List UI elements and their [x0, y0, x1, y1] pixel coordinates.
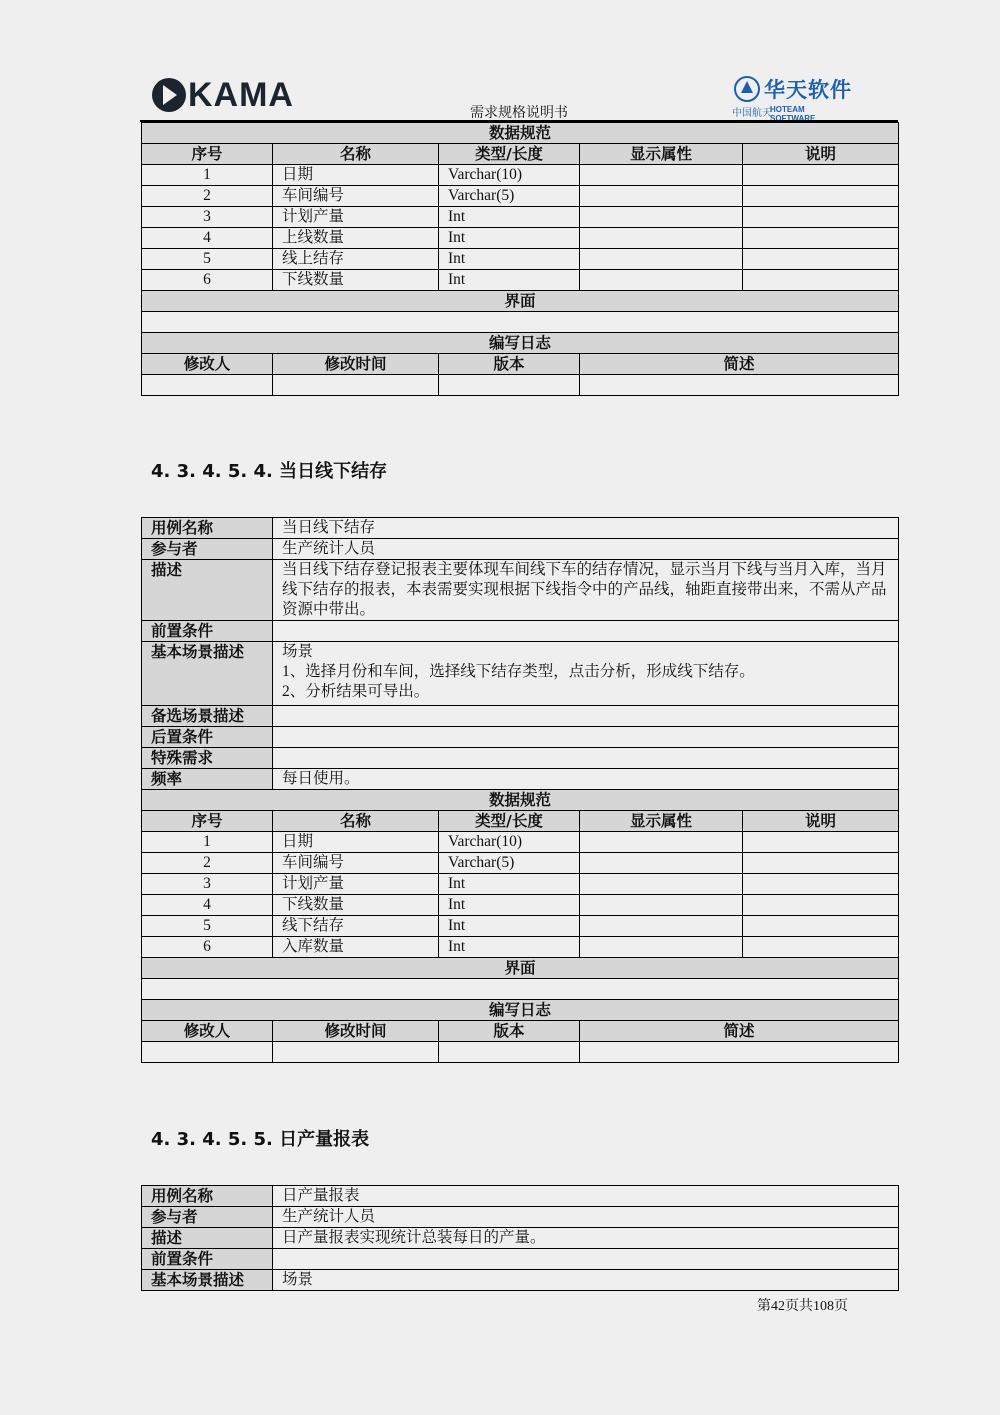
col-editor: 修改人 [142, 354, 273, 375]
cell-type: Varchar(5) [439, 853, 580, 874]
uc-pre-value [273, 1249, 899, 1270]
use-case-table-daily-offline-stock [141, 517, 899, 1063]
cell-note [743, 853, 899, 874]
uc-desc-value: 日产量报表实现统计总装每日的产量。 [273, 1228, 899, 1249]
cell-note [743, 270, 899, 291]
cell-name: 车间编号 [273, 853, 439, 874]
interface-header: 界面 [142, 291, 899, 312]
table-row [142, 228, 899, 249]
cell-name: 线上结存 [273, 249, 439, 270]
col-seq: 序号 [142, 144, 273, 165]
cell-display [580, 937, 743, 958]
page-header [140, 70, 898, 122]
cell-name: 下线数量 [273, 895, 439, 916]
uc-actor-label: 参与者 [142, 539, 273, 560]
interface-header: 界面 [142, 958, 899, 979]
col-display: 显示属性 [580, 811, 743, 832]
cell-summary [580, 375, 899, 396]
cell-name: 上线数量 [273, 228, 439, 249]
cell-display [580, 228, 743, 249]
cell-type: Int [439, 895, 580, 916]
cell-display [580, 916, 743, 937]
col-name: 名称 [273, 811, 439, 832]
col-version: 版本 [439, 354, 580, 375]
uc-desc-label: 描述 [142, 560, 273, 621]
hoteam-logo-icon [734, 76, 760, 102]
data-spec-header: 数据规范 [142, 790, 899, 811]
cell-type: Int [439, 249, 580, 270]
edit-log-columns [142, 1021, 899, 1042]
col-edit-time: 修改时间 [273, 354, 439, 375]
table-row [142, 916, 899, 937]
cell-note [743, 249, 899, 270]
data-spec-header: 数据规范 [142, 123, 899, 144]
table-row [142, 937, 899, 958]
uc-post-label: 后置条件 [142, 727, 273, 748]
cell-display [580, 874, 743, 895]
edit-log-row [142, 1042, 899, 1063]
uc-pre-label: 前置条件 [142, 621, 273, 642]
section-heading-4-3-4-5-5: 4. 3. 4. 5. 5. 日产量报表 [151, 1129, 370, 1150]
cell-summary [580, 1042, 899, 1063]
cell-note [743, 937, 899, 958]
table-row [142, 165, 899, 186]
cell-note [743, 228, 899, 249]
uc-desc-label: 描述 [142, 1228, 273, 1249]
cell-seq: 6 [142, 937, 273, 958]
uc-pre-label: 前置条件 [142, 1249, 273, 1270]
uc-basic-value [273, 642, 899, 706]
uc-basic-label: 基本场景描述 [142, 1270, 273, 1291]
cell-type: Varchar(5) [439, 186, 580, 207]
edit-log-header: 编写日志 [142, 333, 899, 354]
cell-seq: 2 [142, 186, 273, 207]
cell-version [439, 1042, 580, 1063]
cell-note [743, 165, 899, 186]
cell-type: Varchar(10) [439, 832, 580, 853]
edit-log-row [142, 375, 899, 396]
uc-alt-value [273, 706, 899, 727]
col-editor: 修改人 [142, 1021, 273, 1042]
cell-type: Varchar(10) [439, 165, 580, 186]
col-type: 类型/长度 [439, 811, 580, 832]
table-row [142, 249, 899, 270]
data-spec-columns [142, 811, 899, 832]
cell-seq: 6 [142, 270, 273, 291]
data-spec-columns [142, 144, 899, 165]
uc-desc-value: 当日线下结存登记报表主要体现车间线下车的结存情况，显示当月下线与当月入库，当月线下结存的报表，本表需要实现根据下线指令中的产品线，轴距直接带出来，不需从产品资源中带出。 [273, 560, 899, 621]
uc-actor-value: 生产统计人员 [273, 539, 899, 560]
cell-display [580, 249, 743, 270]
uc-pre-value [273, 621, 899, 642]
uc-actor-value: 生产统计人员 [273, 1207, 899, 1228]
table-row [142, 270, 899, 291]
hoteam-logo-text: 华天软件 [764, 78, 852, 102]
edit-log-header: 编写日志 [142, 1000, 899, 1021]
uc-name-value: 当日线下结存 [273, 518, 899, 539]
table-row [142, 832, 899, 853]
cell-display [580, 270, 743, 291]
cell-note [743, 895, 899, 916]
cell-display [580, 165, 743, 186]
table-row [142, 895, 899, 916]
uc-freq-value: 每日使用。 [273, 769, 899, 790]
edit-log-columns [142, 354, 899, 375]
uc-basic-line: 1、选择月份和车间，选择线下结存类型，点击分析，形成线下结存。 [282, 663, 755, 680]
cell-note [743, 207, 899, 228]
cell-display [580, 186, 743, 207]
cell-edit-time [273, 1042, 439, 1063]
cell-seq: 3 [142, 874, 273, 895]
cell-seq: 1 [142, 832, 273, 853]
cell-seq: 2 [142, 853, 273, 874]
cell-seq: 3 [142, 207, 273, 228]
hoteam-logo-sub-cn: 中国航天 [732, 108, 772, 119]
cell-display [580, 207, 743, 228]
cell-editor [142, 375, 273, 396]
cell-type: Int [439, 207, 580, 228]
col-note: 说明 [743, 811, 899, 832]
table-row [142, 874, 899, 895]
table-row [142, 853, 899, 874]
cell-name: 日期 [273, 165, 439, 186]
cell-type: Int [439, 937, 580, 958]
uc-basic-value: 场景 [273, 1270, 899, 1291]
uc-basic-line: 2、分析结果可导出。 [282, 683, 430, 700]
cell-display [580, 895, 743, 916]
cell-name: 日期 [273, 832, 439, 853]
cell-name: 计划产量 [273, 874, 439, 895]
cell-note [743, 874, 899, 895]
uc-basic-line: 场景 [282, 643, 314, 660]
cell-note [743, 186, 899, 207]
cell-note [743, 832, 899, 853]
table-row [142, 186, 899, 207]
col-type: 类型/长度 [439, 144, 580, 165]
cell-type: Int [439, 874, 580, 895]
cell-seq: 5 [142, 249, 273, 270]
cell-editor [142, 1042, 273, 1063]
uc-freq-label: 频率 [142, 769, 273, 790]
col-display: 显示属性 [580, 144, 743, 165]
uc-name-label: 用例名称 [142, 518, 273, 539]
kama-logo-text: KAMA [188, 75, 294, 114]
cell-display [580, 853, 743, 874]
section-heading-4-3-4-5-4: 4. 3. 4. 5. 4. 当日线下结存 [151, 461, 388, 482]
uc-name-value: 日产量报表 [273, 1186, 899, 1207]
col-note: 说明 [743, 144, 899, 165]
interface-content [142, 312, 899, 333]
uc-actor-label: 参与者 [142, 1207, 273, 1228]
col-edit-time: 修改时间 [273, 1021, 439, 1042]
uc-special-label: 特殊需求 [142, 748, 273, 769]
col-seq: 序号 [142, 811, 273, 832]
col-name: 名称 [273, 144, 439, 165]
cell-type: Int [439, 270, 580, 291]
hoteam-logo-sub-en: HOTEAM SOFTWARE [770, 105, 816, 123]
cell-seq: 5 [142, 916, 273, 937]
cell-seq: 4 [142, 895, 273, 916]
spec-table-continued [141, 122, 899, 396]
uc-basic-label: 基本场景描述 [142, 642, 273, 706]
cell-name: 计划产量 [273, 207, 439, 228]
use-case-table-daily-output [141, 1185, 899, 1291]
cell-type: Int [439, 228, 580, 249]
uc-alt-label: 备选场景描述 [142, 706, 273, 727]
cell-note [743, 916, 899, 937]
hoteam-logo [732, 74, 852, 123]
cell-seq: 1 [142, 165, 273, 186]
cell-display [580, 832, 743, 853]
col-summary: 简述 [580, 354, 899, 375]
col-version: 版本 [439, 1021, 580, 1042]
page-number: 第42页共108页 [757, 1299, 848, 1314]
cell-name: 入库数量 [273, 937, 439, 958]
cell-edit-time [273, 375, 439, 396]
uc-post-value [273, 727, 899, 748]
interface-content [142, 979, 899, 1000]
cell-type: Int [439, 916, 580, 937]
table-row [142, 207, 899, 228]
cell-name: 下线数量 [273, 270, 439, 291]
uc-special-value [273, 748, 899, 769]
col-summary: 简述 [580, 1021, 899, 1042]
uc-name-label: 用例名称 [142, 1186, 273, 1207]
cell-seq: 4 [142, 228, 273, 249]
document-title: 需求规格说明书 [470, 105, 568, 121]
cell-name: 车间编号 [273, 186, 439, 207]
cell-name: 线下结存 [273, 916, 439, 937]
cell-version [439, 375, 580, 396]
